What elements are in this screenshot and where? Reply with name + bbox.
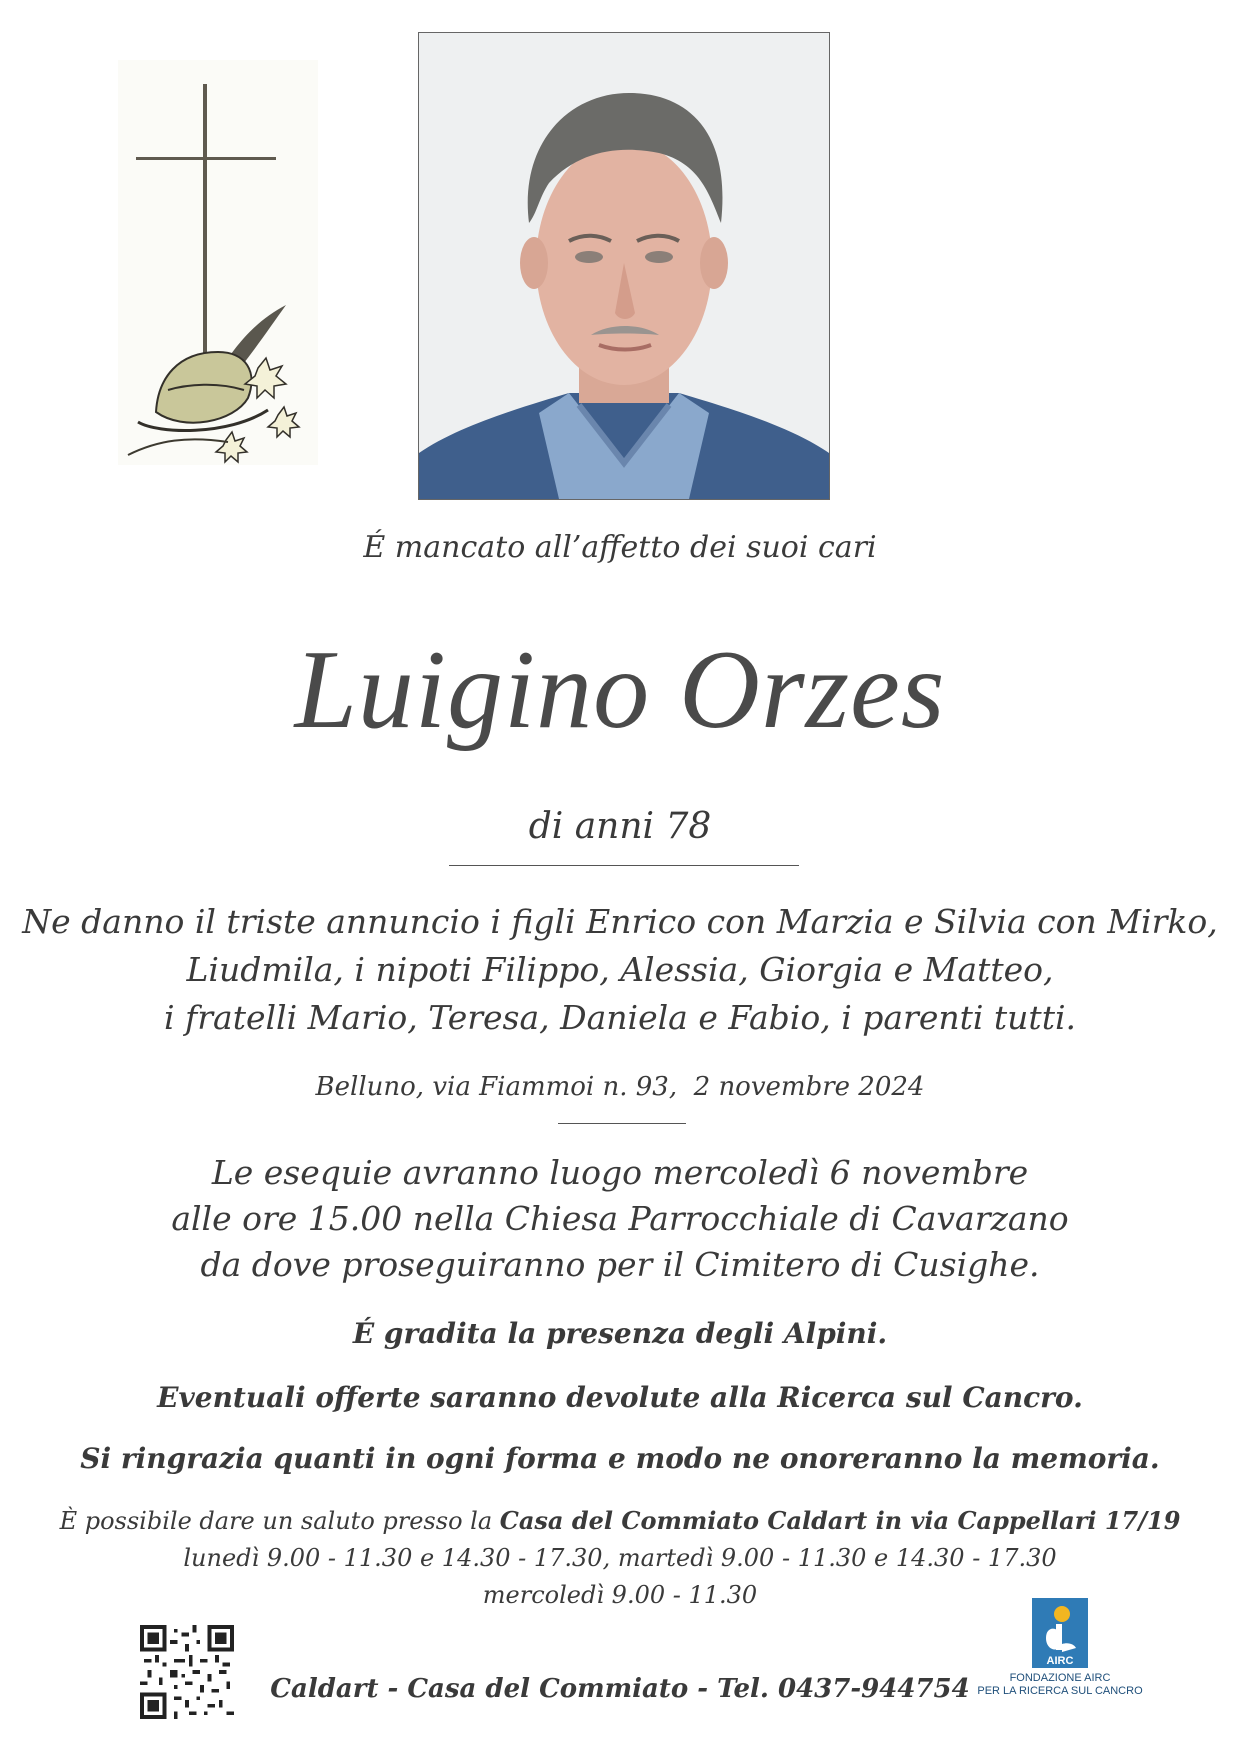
- donations-note: Eventuali offerte saranno devolute alla Ricerca sul Cancro.: [157, 1381, 1083, 1414]
- airc-logo: [960, 1598, 1160, 1718]
- divider-line: [558, 1123, 686, 1124]
- cross-with-alpini-hat-icon: [118, 60, 318, 465]
- funeral-line: alle ore 15.00 nella Chiesa Parrocchiale di Cavarzano: [171, 1199, 1069, 1238]
- visit-hours: mercoledì 9.00 - 11.30: [482, 1581, 758, 1609]
- intro-text: É mancato all’affetto dei suoi cari: [363, 530, 877, 565]
- alpini-note: É gradita la presenza degli Alpini.: [352, 1317, 888, 1350]
- announcement-line: i fratelli Mario, Teresa, Daniela e Fabio, i parenti tutti.: [163, 998, 1076, 1037]
- announcement-line: Ne danno il triste annuncio i figli Enrico con Marzia e Silvia con Mirko,: [22, 902, 1218, 941]
- deceased-name: Luigino Orzes: [294, 628, 946, 752]
- airc-foundation-line: PER LA RICERCA SUL CANCRO: [977, 1685, 1143, 1697]
- announcement: [0, 898, 1240, 1042]
- airc-logo-text: AIRC: [1046, 1655, 1074, 1667]
- age-text: di anni 78: [528, 806, 712, 847]
- visit-hours: lunedì 9.00 - 11.30 e 14.30 - 17.30, martedì 9.00 - 11.30 e 14.30 - 17.30: [183, 1544, 1057, 1572]
- place-date: Belluno, via Fiammoi n. 93, 2 novembre 2024: [315, 1072, 925, 1102]
- thanks-note: Si ringrazia quanti in ogni forma e modo ne onoreranno la memoria.: [80, 1442, 1160, 1475]
- airc-foundation-line: FONDAZIONE AIRC: [1009, 1672, 1111, 1684]
- divider-line: [449, 865, 799, 866]
- funeral-line: Le esequie avranno luogo mercoledì 6 novembre: [211, 1153, 1029, 1192]
- airc-logo-icon: [1032, 1598, 1088, 1668]
- footer-contact: Caldart - Casa del Commiato - Tel. 0437-944754: [270, 1674, 970, 1704]
- airc-foundation-text: [960, 1672, 1160, 1698]
- portrait-photo: [418, 32, 830, 500]
- visit-location: Casa del Commiato Caldart in via Cappellari 17/19: [499, 1506, 1181, 1535]
- funeral-details: [0, 1150, 1240, 1288]
- funeral-line: da dove proseguiranno per il Cimitero di Cusighe.: [200, 1245, 1040, 1284]
- announcement-line: Liudmila, i nipoti Filippo, Alessia, Giorgia e Matteo,: [186, 950, 1054, 989]
- qr-code-icon[interactable]: [140, 1625, 234, 1719]
- visit-prefix: È possibile dare un saluto presso la: [59, 1507, 500, 1535]
